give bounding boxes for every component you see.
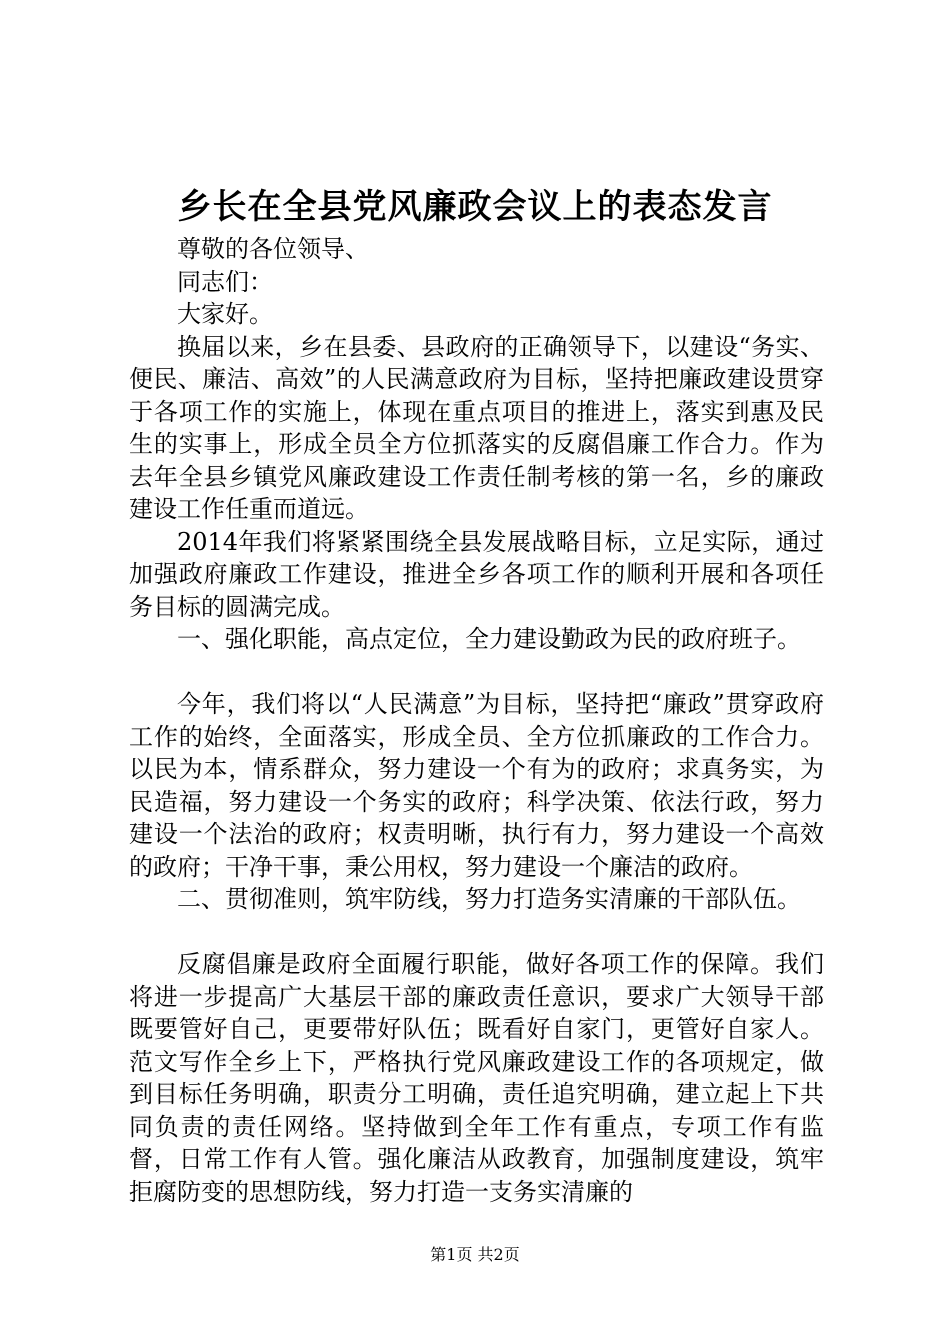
section-heading: 二、贯彻准则，筑牢防线，努力打造务实清廉的干部队伍。 xyxy=(177,885,801,913)
paragraph: 2014年我们将紧紧围绕全县发展战略目标，立足实际，通过加强政府廉政工作建设，推进全乡各项工作的顺利开展和各项任务目标的圆满完成。 xyxy=(129,527,824,621)
document-title: 乡长在全县党风廉政会议上的表态发言 xyxy=(177,187,773,227)
paragraph: 反腐倡廉是政府全面履行职能，做好各项工作的保障。我们将进一步提高广大基层干部的廉政责任意识，要求广大领导干部既要管好自己，更要带好队伍；既看好自家门，更管好自家人。范文写作全乡上下，严格执行党风廉政建设工作的各项规定，做到目标任务明确，职责分工明确，责任追究明确，建立起上下共同负责的责任网络。坚持做到全年工作有重点，专项工作有监督，日常工作有人管。强化廉洁从政教育，加强制度建设，筑牢拒腐防变的思想防线，努力打造一支务实清廉的 xyxy=(129,950,824,1206)
paragraph: 今年，我们将以“人民满意”为目标，坚持把“廉政”贯穿政府工作的始终，全面落实，形成全员、全方位抓廉政的工作合力。以民为本，情系群众，努力建设一个有为的政府；求真务实，为民造福，努力建设一个务实的政府；科学决策、依法行政，努力建设一个法治的政府；权责明晰，执行有力，努力建设一个高效的政府；干净干事，秉公用权，努力建设一个廉洁的政府。 xyxy=(129,690,824,881)
salutation-line: 大家好。 xyxy=(177,300,273,328)
paragraph-gap xyxy=(129,916,824,949)
paragraph-gap xyxy=(129,656,824,689)
section-heading: 一、强化职能，高点定位，全力建设勤政为民的政府班子。 xyxy=(177,625,801,653)
salutation-line: 尊敬的各位领导、 xyxy=(177,235,369,263)
document-body xyxy=(129,233,824,1208)
paragraph: 换届以来，乡在县委、县政府的正确领导下，以建设“务实、便民、廉洁、高效”的人民满意政府为目标，坚持把廉政建设贯穿于各项工作的实施上，体现在重点项目的推进上，落实到惠及民生的实事上，形成全员全方位抓落实的反腐倡廉工作合力。作为去年全县乡镇党风廉政建设工作责任制考核的第一名，乡的廉政建设工作任重而道远。 xyxy=(129,332,824,523)
salutation-line: 同志们： xyxy=(177,267,273,296)
page-footer: 第1页 共2页 xyxy=(430,1245,520,1264)
